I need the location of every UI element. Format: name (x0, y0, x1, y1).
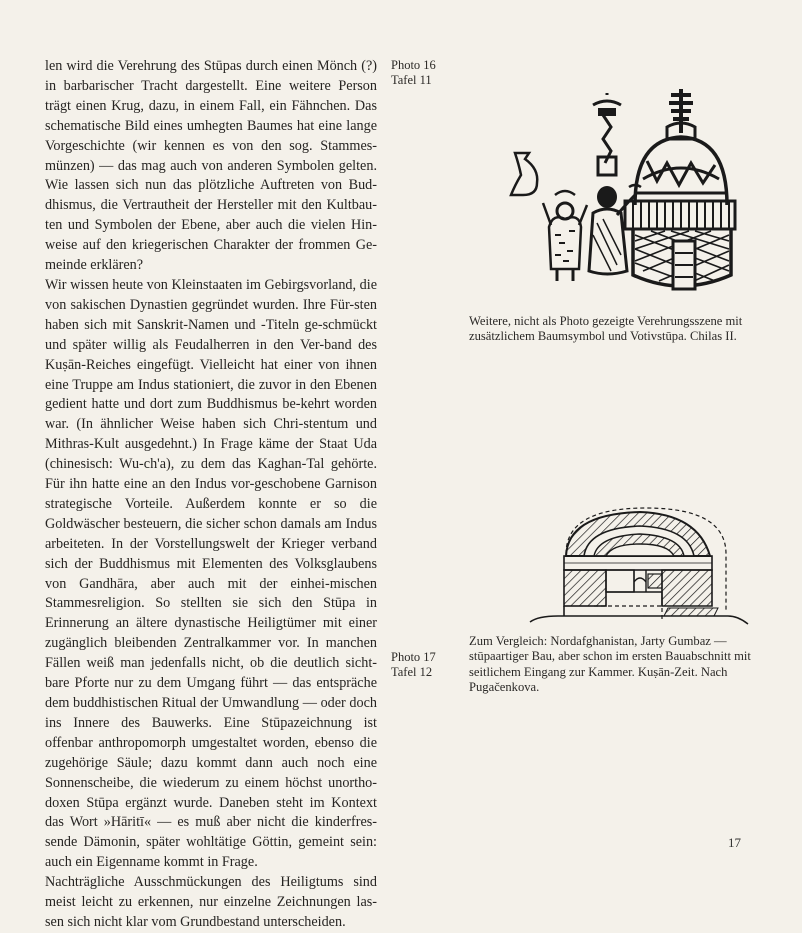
stupa-section-drawing (528, 504, 750, 629)
plate-reference: Tafel 12 (391, 665, 433, 679)
figure-caption (469, 634, 769, 695)
main-text-column (45, 57, 377, 933)
paragraph: Nachträgliche Ausschmückungen des Heiligtums sind meist leicht zu erkennen, nur einzelne Zeichnungen las-sen sich nicht klar vom Grundbestand unterscheiden. (45, 874, 377, 930)
caption-text: Weitere, nicht als Photo gezeigte Verehrungsszene mit zusätzlichem Baumsymbol und Votivstūpa. Chilas II. (469, 314, 743, 344)
photo-reference: Photo 17 (391, 650, 436, 664)
paragraph: len wird die Verehrung des Stūpas durch einen Mönch (?) in barbarischer Tracht dargestellt. Eine weitere Person trägt einen Krug, dazu, in einem Fall, ein Fähnchen. Das schematische Bild eines umhegten Baumes hat eine lange Vorgeschichte (wir kennen es von den sog. Stammes-münzen) — das mag auch von anderen Symbolen gelten. Wie lassen sich nun das plötzliche Auftreten von Bud-dhismus, die Vertrautheit der Hersteller mit den Kultbau-ten und Symbolen der Ebene, aber auch die vielen Hin-weise auf den kriegerischen Charakter der frommen Ge-meinde erklären? (45, 58, 377, 274)
margin-reference-photo-16 (391, 58, 436, 88)
caption-text: Zum Vergleich: Nordafghanistan, Jarty Gumbaz — stūpaartiger Bau, aber schon im ersten Bauabschnitt mit seitlichem Eingang zur Kammer. Kuṣān-Zeit. Nach Pugačenkova. (469, 634, 751, 694)
page-number: 17 (728, 835, 741, 850)
paragraph: Wir wissen heute von Kleinstaaten im Gebirgsvorland, die von sakischen Dynastien gegründet wurden. Ihre Für-sten haben sich mit Sanskrit-Namen und -Titeln ge-schmückt und später willig als Feudalherren in den Ver-band des Kuṣān-Reiches eingefügt. Vielleicht hat einer von ihnen eine Truppe am Indus stationiert, die zuvor in den Ebenen gedient hatte und dort zum Buddhismus be-kehrt worden war. (In ähnlicher Weise haben sich Chri-stentum und Mithras-Kult ausgedehnt.) In Frage käme der Staat Uda (chinesisch: Wu-ch'a), zu dem das Kaghan-Tal gehörte. Für ihn hatte eine an den Indus vor-geschobene Garnison strategische Vorteile. Außerdem konnte er so die Goldwäscher besteuern, die sicher schon damals am Indus arbeiteten. In der Vorstellungswelt der Krieger verband sich der Buddhismus mit Elementen des Volksglaubens von Gandhāra, aber auch mit der einhei-mischen Stammesreligion. So stellten sie sich den Stūpa in Erinnerung an ältere dynastische Heiligtümer mit einer zugänglich bleibenden Zentralkammer vor. In manchen Fällen weiß man jedenfalls nicht, ob die deutlich sicht-bare Pforte nur zu dem Umgang führt — das entspräche dem buddhistischen Ritual der Umwandlung — oder doch ins Innere des Bauwerks. Eine Stūpazeichnung ist offenbar anthropomorph umgestaltet worden, ebenso die zugehörige Säule; dazu kommt dann auch noch eine Sonnenscheibe, die wiederum zu einem höchst unortho-doxen Stūpa ergänzt wurde. Daneben steht im Kontext das Wort »Hāritī« — es muß aber nicht die kinderfres-sende Dämonin, später wohltätige Göttin, gemeint sein: auch ein Eigenname kommt in Frage. (45, 276, 377, 871)
worship-scene-drawing (495, 85, 755, 310)
plate-reference: Tafel 11 (391, 73, 432, 87)
margin-reference-photo-17 (391, 650, 436, 680)
photo-reference: Photo 16 (391, 58, 436, 72)
figure-caption (469, 314, 769, 345)
